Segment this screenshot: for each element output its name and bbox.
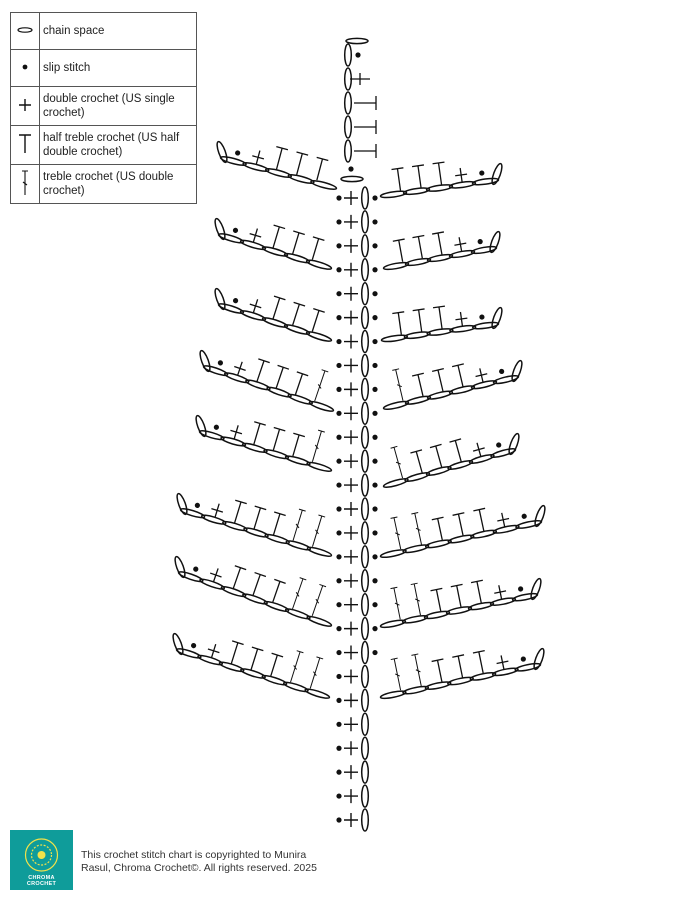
half-treble-crochet: [287, 231, 305, 256]
copyright-text: This crochet stitch chart is copyrighted to Munira Rasul, Chroma Crochet©. All rights reserved. 2025: [81, 849, 317, 874]
double-crochet: [344, 598, 358, 612]
chain-space: [402, 614, 428, 624]
chain-space: [403, 543, 430, 554]
treble-crochet: [309, 515, 325, 548]
chain-space: [449, 384, 475, 395]
stem: [336, 38, 377, 831]
chain-space: [240, 309, 266, 322]
slip-stitch: [336, 626, 341, 631]
treble-crochet: [311, 370, 328, 403]
half-treble-crochet: [413, 309, 428, 332]
slip-stitch: [336, 650, 341, 655]
chain-space: [515, 662, 541, 672]
legend-label: double crochet (US single crochet): [40, 87, 197, 126]
chain-space: [362, 642, 369, 664]
half-treble-crochet: [268, 428, 286, 452]
chain-space: [533, 505, 547, 528]
slip-stitch: [372, 459, 377, 464]
chain-space: [362, 785, 369, 807]
double-crochet: [344, 669, 358, 683]
left-leaf-5: [194, 415, 332, 473]
double-crochet: [344, 574, 358, 588]
half-treble-crochet: [430, 444, 447, 468]
treble-crochet: [287, 651, 303, 684]
double-crochet: [344, 526, 358, 540]
chain-space: [490, 307, 504, 330]
double-crochet: [495, 654, 510, 670]
half-treble-crochet: [433, 306, 448, 329]
double-crochet: [344, 646, 358, 660]
right-leaf-4: [383, 360, 524, 411]
half-treble-crochet: [451, 584, 467, 608]
treble-crochet: [411, 583, 424, 616]
half-treble-crochet: [265, 653, 283, 678]
chain-space: [262, 316, 288, 329]
double-crochet: [344, 789, 358, 803]
chain-space: [529, 578, 543, 601]
chain-space: [492, 667, 518, 677]
half-treble-crochet: [452, 364, 469, 388]
chain-space: [403, 187, 430, 196]
slip-stitch: [192, 566, 199, 573]
chain-space: [426, 465, 452, 477]
half-treble-crochet: [248, 422, 266, 446]
chain-space: [220, 435, 246, 447]
half-treble-crochet: [245, 647, 263, 672]
half-treble-crochet: [311, 157, 328, 181]
double-crochet: [344, 741, 358, 755]
chain-space: [469, 453, 495, 465]
chain-space: [240, 239, 266, 251]
double-crochet: [344, 358, 358, 372]
double-crochet: [344, 311, 358, 325]
half-treble-crochet: [473, 508, 489, 532]
slip-stitch: [372, 195, 377, 200]
half-treble-crochet: [471, 580, 487, 604]
left-leaf-4: [198, 350, 334, 413]
half-treble-crochet: [287, 433, 305, 457]
double-crochet: [344, 406, 358, 420]
half-treble-crochet: [251, 359, 269, 384]
chain-space: [306, 330, 332, 343]
double-crochet: [344, 335, 358, 349]
chain-space: [341, 176, 363, 181]
logo-text: CHROMA CROCHET: [26, 875, 57, 887]
half-treble-crochet: [287, 302, 305, 327]
chain-space: [242, 161, 269, 173]
chain-space: [345, 116, 352, 138]
double-crochet: [344, 693, 358, 707]
chain-space: [512, 592, 538, 602]
chain-space: [380, 548, 407, 559]
half-treble-crochet: [354, 120, 376, 134]
half-treble-crochet: [432, 369, 449, 393]
chain-space: [381, 334, 407, 343]
double-crochet: [344, 765, 358, 779]
slip-stitch: [336, 291, 341, 296]
half-treble-crochet: [307, 237, 325, 262]
chain-space: [213, 288, 227, 311]
double-crochet: [455, 311, 469, 327]
chain-space: [447, 676, 473, 686]
slip-stitch: [336, 387, 341, 392]
half-treble-crochet: [432, 659, 448, 683]
slip-stitch: [217, 360, 224, 367]
chain-space: [362, 761, 369, 783]
chain-space: [471, 245, 497, 255]
right-leaf-6: [380, 505, 547, 559]
chain-space: [198, 350, 212, 373]
left-leaf-2: [213, 218, 332, 271]
right-leaf-2: [383, 231, 502, 271]
half-treble-crochet: [453, 513, 469, 537]
chain-space: [425, 539, 452, 550]
double-crochet: [344, 382, 358, 396]
slip-stitch: [479, 314, 485, 320]
chain-space: [362, 378, 369, 400]
chain-space: [425, 680, 451, 690]
chain-space: [362, 594, 369, 616]
slip-stitch: [521, 513, 527, 519]
treble-crochet: [290, 509, 306, 542]
chain-space: [383, 477, 409, 489]
slip-stitch: [372, 387, 377, 392]
half-treble-crochet: [247, 573, 266, 598]
right-leaf-8: [380, 648, 546, 700]
chain-space: [362, 665, 369, 687]
chain-space: [488, 231, 502, 254]
chain-space: [362, 474, 369, 496]
double-crochet: [344, 454, 358, 468]
slip-stitch: [518, 586, 524, 592]
half-treble-crochet: [473, 651, 489, 675]
chain-space: [362, 402, 369, 424]
chain-space: [446, 605, 472, 615]
half-treble-crochet: [410, 450, 427, 474]
chain-space: [262, 245, 288, 257]
treble-crochet: [411, 654, 424, 687]
double-crochet: [344, 717, 358, 731]
slip-stitch: [348, 166, 353, 171]
right-leaf-7: [380, 578, 543, 629]
slip-stitch: [372, 578, 377, 583]
half-treble-crochet: [271, 365, 289, 390]
chain-space: [362, 211, 369, 233]
half-treble-crochet: [452, 655, 468, 679]
slip-stitch: [336, 530, 341, 535]
double-crochet: [344, 239, 358, 253]
half-treble-crochet: [412, 235, 428, 259]
slip-stitch: [372, 315, 377, 320]
chain-space: [362, 307, 369, 329]
half-treble-crochet: [226, 641, 244, 666]
half-treble-crochet: [431, 588, 447, 612]
double-crochet: [344, 813, 358, 827]
slip-stitch: [372, 506, 377, 511]
chain-space: [426, 184, 453, 193]
slip-stitch: [499, 368, 505, 374]
chain-space: [362, 498, 369, 520]
left-leaf-3: [213, 288, 332, 343]
chain-space: [362, 522, 369, 544]
treble-crochet: [390, 587, 403, 620]
slip-stitch: [336, 363, 341, 368]
left-leaf-7: [173, 556, 332, 628]
slip-stitch: [336, 267, 341, 272]
chain-space: [490, 597, 516, 607]
treble-crochet: [289, 578, 306, 611]
slip-stitch: [355, 52, 360, 57]
legend-label: chain space: [40, 13, 197, 50]
double-crochet: [344, 287, 358, 301]
slip-stitch: [336, 722, 341, 727]
legend-label: slip stitch: [40, 50, 197, 87]
chain-space: [427, 328, 453, 337]
double-crochet: [350, 73, 370, 85]
slip-stitch: [372, 530, 377, 535]
chain-space: [194, 415, 208, 438]
slip-stitch: [336, 602, 341, 607]
chain-space: [532, 648, 546, 671]
chain-space: [306, 258, 332, 270]
chain-space: [265, 167, 292, 179]
slip-stitch: [336, 674, 341, 679]
legend-label: treble crochet (US double crochet): [40, 165, 197, 204]
chain-space: [380, 619, 406, 629]
half-treble-crochet: [354, 96, 376, 110]
double-crochet: [493, 584, 508, 600]
chain-space: [471, 379, 497, 390]
slip-stitch: [336, 746, 341, 751]
slip-stitch: [190, 642, 197, 649]
chain-space: [405, 257, 431, 267]
slip-stitch: [372, 411, 377, 416]
double-crochet: [344, 191, 358, 205]
right-leaf-1: [380, 162, 504, 199]
slip-stitch: [479, 170, 485, 176]
slip-stitch: [520, 656, 526, 662]
chain-space: [404, 331, 430, 340]
chain-space: [346, 38, 368, 43]
chain-space: [306, 461, 332, 473]
slip-stitch: [336, 459, 341, 464]
chain-space: [380, 690, 406, 700]
slip-stitch: [213, 424, 219, 430]
half-treble-crochet: [267, 225, 285, 250]
half-treble-crochet: [354, 144, 376, 158]
half-treble-crochet: [290, 372, 308, 397]
slip-stitch: [372, 554, 377, 559]
slip-stitch: [194, 502, 200, 508]
left-leaf-8: [171, 633, 330, 700]
half-treble-crochet: [392, 168, 407, 191]
half-treble-crochet: [228, 566, 247, 591]
chain-space: [515, 519, 542, 530]
chain-space: [284, 323, 310, 336]
half-treble-crochet: [450, 439, 467, 463]
chain-space: [345, 140, 352, 162]
slip-stitch: [336, 578, 341, 583]
slip-stitch: [336, 793, 341, 798]
chain-space: [362, 570, 369, 592]
slip-stitch: [336, 817, 341, 822]
chain-space: [383, 261, 409, 271]
chain-space: [380, 190, 407, 199]
treble-crochet: [309, 430, 325, 463]
chain-space: [490, 163, 504, 186]
chain-space: [362, 283, 369, 305]
treble-crochet: [309, 584, 326, 617]
half-treble-crochet: [412, 165, 427, 188]
half-treble-crochet: [291, 152, 308, 176]
chain-space: [362, 354, 369, 376]
chain-space: [215, 141, 229, 164]
half-treble-crochet: [432, 517, 448, 541]
double-crochet: [344, 263, 358, 277]
half-treble-crochet: [267, 579, 286, 604]
half-treble-crochet: [271, 147, 288, 171]
chain-space: [310, 179, 337, 191]
half-treble-crochet: [248, 506, 266, 531]
slip-stitch: [232, 227, 238, 233]
slip-stitch: [372, 243, 377, 248]
treble-crochet: [307, 657, 323, 690]
chain-space: [362, 235, 369, 257]
chain-space: [362, 809, 369, 831]
chain-space: [263, 448, 289, 460]
left-leaf-6: [175, 493, 332, 558]
left-leaf-1: [215, 141, 337, 191]
slip-stitch: [336, 698, 341, 703]
slip-stitch: [336, 195, 341, 200]
slip-stitch: [372, 626, 377, 631]
slip-stitch: [336, 482, 341, 487]
treble-crochet: [392, 369, 406, 402]
chain-space: [175, 493, 189, 516]
chain-space: [493, 374, 519, 385]
chain-space: [383, 400, 409, 411]
slip-stitch: [336, 770, 341, 775]
double-crochet: [454, 167, 468, 183]
chain-space: [242, 442, 268, 454]
double-crochet: [344, 478, 358, 492]
brand-logo: [10, 830, 73, 890]
chain-space: [362, 450, 369, 472]
slip-stitch: [336, 315, 341, 320]
leaves: [171, 141, 547, 700]
chain-space: [448, 534, 475, 545]
half-treble-crochet: [268, 512, 286, 537]
chain-space: [362, 187, 369, 209]
chain-space: [427, 390, 453, 401]
slip-stitch: [372, 363, 377, 368]
slip-stitch: [372, 482, 377, 487]
slip-stitch: [336, 243, 341, 248]
chain-space: [507, 433, 521, 456]
treble-crochet: [411, 512, 425, 545]
slip-stitch: [496, 442, 502, 448]
chain-space: [427, 253, 453, 263]
chain-space: [362, 546, 369, 568]
half-treble-crochet: [267, 296, 285, 321]
chain-space: [285, 454, 311, 466]
double-crochet: [453, 236, 467, 252]
half-treble-crochet: [392, 312, 407, 335]
slip-stitch: [477, 239, 483, 245]
chain-space: [362, 689, 369, 711]
chain-space: [424, 610, 450, 620]
chain-space: [173, 556, 187, 579]
slip-stitch: [336, 435, 341, 440]
chain-space: [362, 426, 369, 448]
chain-space: [362, 259, 369, 281]
slip-stitch: [372, 339, 377, 344]
chain-space: [405, 395, 431, 406]
double-crochet: [344, 215, 358, 229]
slip-stitch: [372, 650, 377, 655]
slip-stitch: [336, 339, 341, 344]
chain-space: [362, 713, 369, 735]
chain-space: [362, 331, 369, 353]
half-treble-crochet: [393, 239, 409, 263]
half-treble-crochet: [412, 373, 429, 397]
slip-stitch: [372, 602, 377, 607]
slip-stitch: [336, 554, 341, 559]
chain-space: [493, 524, 520, 535]
chain-space: [362, 737, 369, 759]
chain-space: [402, 685, 428, 695]
half-treble-crochet: [307, 309, 325, 334]
double-crochet: [344, 502, 358, 516]
chain-space: [345, 92, 352, 114]
mandala-icon: [10, 830, 73, 880]
slip-stitch: [336, 506, 341, 511]
slip-stitch: [232, 297, 239, 304]
slip-stitch: [372, 219, 377, 224]
double-crochet: [344, 622, 358, 636]
chain-space: [345, 44, 352, 66]
chain-space: [284, 252, 310, 264]
chain-space: [213, 218, 227, 241]
half-treble-crochet: [229, 500, 247, 525]
right-leaf-5: [383, 433, 521, 489]
slip-stitch: [234, 150, 240, 156]
treble-crochet: [391, 517, 405, 550]
chain-space: [362, 618, 369, 640]
treble-crochet: [391, 446, 406, 479]
right-leaf-3: [381, 306, 504, 343]
slip-stitch: [372, 267, 377, 272]
half-treble-crochet: [433, 162, 448, 185]
slip-stitch: [372, 291, 377, 296]
chain-space: [404, 471, 430, 483]
half-treble-crochet: [432, 232, 448, 256]
treble-crochet: [391, 658, 404, 691]
legend-label: half treble crochet (US half double crochet): [40, 126, 197, 165]
chain-space: [510, 360, 524, 383]
slip-stitch: [336, 219, 341, 224]
chain-space: [171, 633, 185, 656]
chain-space: [447, 459, 473, 471]
double-crochet: [344, 550, 358, 564]
slip-stitch: [372, 435, 377, 440]
double-crochet: [344, 430, 358, 444]
chain-space: [288, 173, 315, 185]
slip-stitch: [336, 411, 341, 416]
